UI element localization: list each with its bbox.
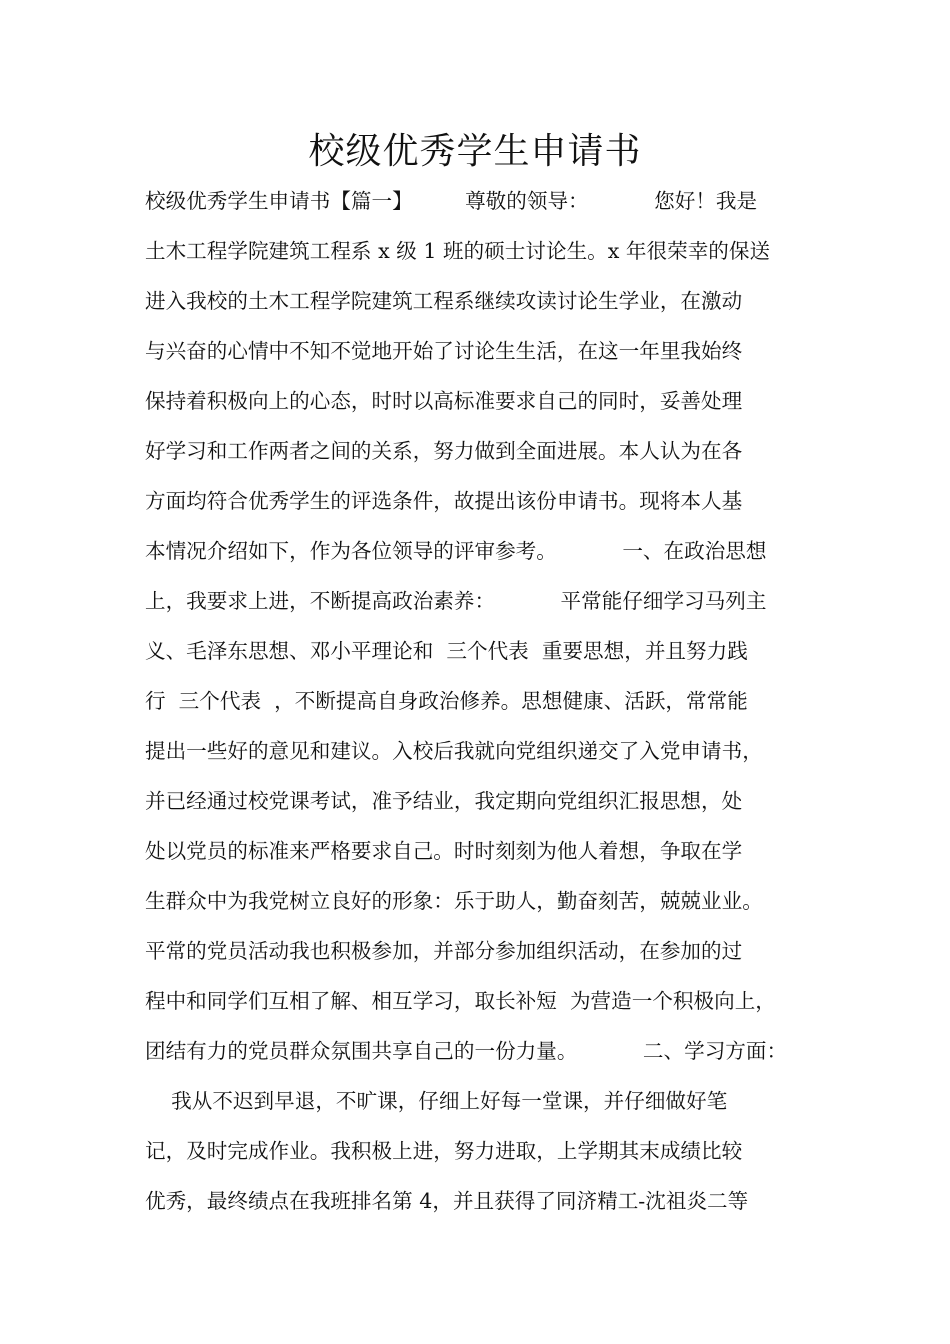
document-title: 校级优秀学生申请书 (308, 131, 642, 172)
body-line: 处以党员的标准来严格要求自己。时时刻刻为他人着想，争取在学 (145, 839, 743, 863)
body-line: 程中和同学们互相了解、相互学习，取长补短 为营造一个积极向上， (145, 989, 776, 1013)
body-line: 本情况介绍如下，作为各位领导的评审参考。 一、在政治思想 (145, 539, 767, 563)
body-line: 平常的党员活动我也积极参加，并部分参加组织活动，在参加的过 (145, 939, 743, 963)
body-line: 并已经通过校党课考试，准予结业，我定期向党组织汇报思想，处 (145, 789, 743, 813)
body-line: 优秀，最终绩点在我班排名第 4，并且获得了同济精工-沈祖炎二等 (145, 1189, 749, 1213)
body-line: 好学习和工作两者之间的关系，努力做到全面进展。本人认为在各 (145, 439, 743, 463)
body-line: 保持着积极向上的心态，时时以高标准要求自己的同时，妥善处理 (145, 389, 743, 413)
body-line: 记，及时完成作业。我积极上进，努力进取，上学期其末成绩比较 (145, 1139, 743, 1163)
body-line: 团结有力的党员群众氛围共享自己的一份力量。 二、学习方面： (145, 1039, 788, 1063)
body-line: 生群众中为我党树立良好的形象：乐于助人，勤奋刻苦，兢兢业业。 (145, 889, 763, 913)
body-line: 土木工程学院建筑工程系 x 级 1 班的硕士讨论生。x 年很荣幸的保送 (145, 239, 771, 263)
body-line: 义、毛泽东思想、邓小平理论和 三个代表 重要思想，并且努力践 (145, 639, 748, 663)
body-line: 方面均符合优秀学生的评选条件，故提出该份申请书。现将本人基 (145, 489, 743, 513)
body-line: 行 三个代表 ，不断提高自身政治修养。思想健康、活跃，常常能 (145, 689, 748, 713)
body-line: 校级优秀学生申请书【篇一】 尊敬的领导： 您好！我是 (145, 189, 758, 213)
body-line: 提出一些好的意见和建议。入校后我就向党组织递交了入党申请书， (145, 739, 763, 763)
body-line: 上，我要求上进，不断提高政治素养： 平常能仔细学习马列主 (145, 589, 767, 613)
document-body (145, 176, 825, 1226)
body-line: 我从不迟到早退，不旷课，仔细上好每一堂课，并仔细做好笔 (145, 1089, 728, 1113)
body-line: 进入我校的土木工程学院建筑工程系继续攻读讨论生学业，在激动 (145, 289, 743, 313)
body-line: 与兴奋的心情中不知不觉地开始了讨论生生活，在这一年里我始终 (145, 339, 743, 363)
